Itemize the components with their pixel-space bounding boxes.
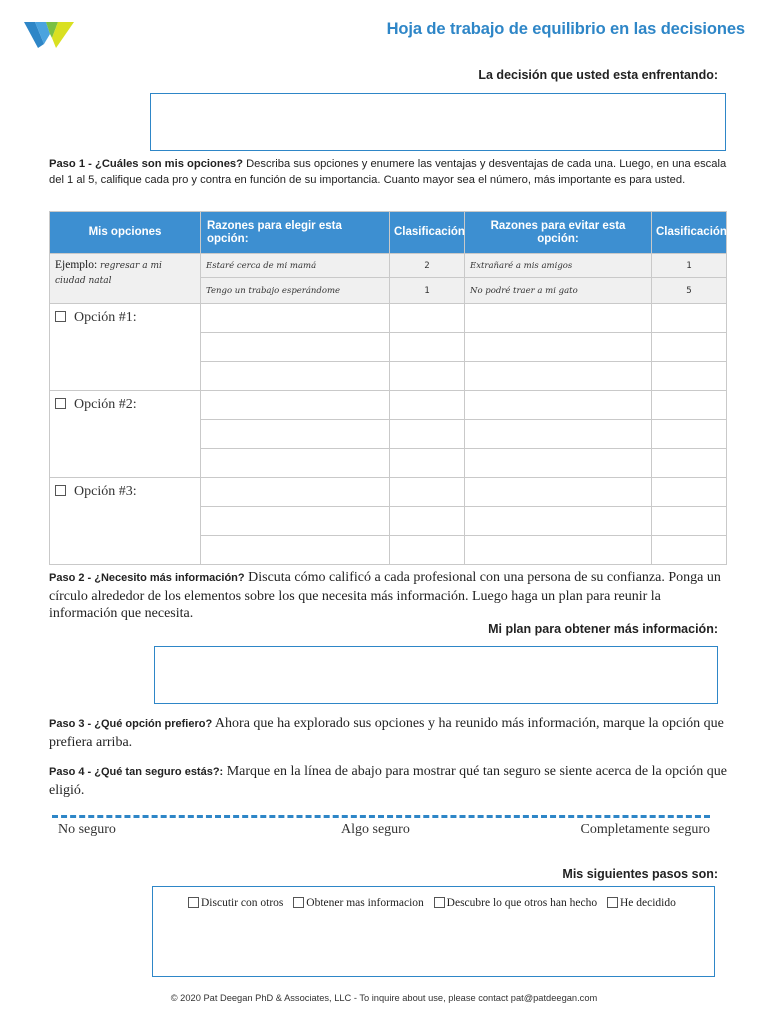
step1-heading: Paso 1 - ¿Cuáles son mis opciones? <box>49 158 243 170</box>
option-2-label: Opción #2: <box>74 397 137 412</box>
reason-against-cell[interactable] <box>465 304 652 333</box>
scale-label-not-sure: No seguro <box>58 822 116 837</box>
rating-against-cell[interactable] <box>652 507 727 536</box>
next-step-label: Obtener mas informacion <box>306 897 424 909</box>
discover-others-checkbox[interactable] <box>434 897 445 908</box>
rating-for-cell[interactable] <box>390 536 465 565</box>
reason-against-cell[interactable] <box>465 420 652 449</box>
example-rating-against: 1 <box>652 254 727 278</box>
option-1-row <box>50 304 727 333</box>
step2-body: Discuta cómo calificó a cada profesional con una persona de su confianza. Ponga un círculo alrededor de los elementos sobre los que necesita más información. Luego haga un plan para reunir la información que necesita. <box>49 570 721 621</box>
reason-for-cell[interactable] <box>201 362 390 391</box>
rating-for-cell[interactable] <box>390 449 465 478</box>
step4-instructions <box>49 763 729 799</box>
option-3-cell[interactable] <box>50 478 201 565</box>
option-2-checkbox[interactable] <box>55 398 66 409</box>
plan-label: Mi plan para obtener más información: <box>488 622 718 636</box>
rating-for-cell[interactable] <box>390 478 465 507</box>
reason-against-cell[interactable] <box>465 391 652 420</box>
example-row <box>50 254 727 278</box>
reason-against-cell[interactable] <box>465 362 652 391</box>
next-step-option[interactable] <box>293 897 424 909</box>
step2-heading: Paso 2 - ¿Necesito más información? <box>49 572 245 584</box>
example-rating-for: 2 <box>390 254 465 278</box>
rating-for-cell[interactable] <box>390 391 465 420</box>
example-reason-for: Tengo un trabajo esperándome <box>201 278 390 304</box>
step2-instructions <box>49 569 729 623</box>
example-rating-against: 5 <box>652 278 727 304</box>
header-my-options: Mis opciones <box>50 212 201 254</box>
rating-for-cell[interactable] <box>390 333 465 362</box>
reason-against-cell[interactable] <box>465 478 652 507</box>
scale-label-completely-sure: Completamente seguro <box>580 822 710 837</box>
header-rating-against: Clasificación <box>652 212 727 254</box>
certainty-scale-line[interactable] <box>52 815 710 818</box>
step4-body: Marque en la línea de abajo para mostrar qué tan seguro se siente acerca de la opción que eligió. <box>49 764 727 798</box>
decided-checkbox[interactable] <box>607 897 618 908</box>
rating-against-cell[interactable] <box>652 420 727 449</box>
reason-for-cell[interactable] <box>201 304 390 333</box>
rating-for-cell[interactable] <box>390 304 465 333</box>
rating-against-cell[interactable] <box>652 536 727 565</box>
plan-input[interactable] <box>154 646 718 704</box>
rating-against-cell[interactable] <box>652 362 727 391</box>
reason-for-cell[interactable] <box>201 391 390 420</box>
reason-against-cell[interactable] <box>465 536 652 565</box>
footer-copyright: © 2020 Pat Deegan PhD & Associates, LLC - To inquire about use, please contact pat@patdeegan.com <box>170 993 598 1003</box>
rating-for-cell[interactable] <box>390 507 465 536</box>
example-option-cell <box>50 254 201 304</box>
rating-against-cell[interactable] <box>652 391 727 420</box>
step3-heading: Paso 3 - ¿Qué opción prefiero? <box>49 718 213 730</box>
example-reason-against: No podré traer a mi gato <box>465 278 652 304</box>
reason-for-cell[interactable] <box>201 507 390 536</box>
example-option-text: regresar a mi ciudad natal <box>55 261 162 286</box>
header-rating-for: Clasificación <box>390 212 465 254</box>
header-reasons-against: Razones para evitar esta opción: <box>465 212 652 254</box>
next-step-option[interactable] <box>607 897 676 909</box>
reason-for-cell[interactable] <box>201 420 390 449</box>
example-reason-against: Extrañaré a mis amigos <box>465 254 652 278</box>
next-step-option[interactable] <box>434 897 597 909</box>
table-header-row <box>50 212 727 254</box>
next-steps-options <box>188 897 683 909</box>
discuss-checkbox[interactable] <box>188 897 199 908</box>
example-label: Ejemplo: <box>55 259 98 271</box>
step1-body: Describa sus opciones y enumere las ventajas y desventajas de cada una. Luego, en una escala del 1 al 5, califique cada pro y contra en función de su importancia. Cuanto mayor sea el número, más importante es para usted. <box>49 158 727 186</box>
option-3-label: Opción #3: <box>74 484 137 499</box>
rating-for-cell[interactable] <box>390 362 465 391</box>
more-info-checkbox[interactable] <box>293 897 304 908</box>
decision-label: La decisión que usted esta enfrentando: <box>478 68 718 82</box>
reason-for-cell[interactable] <box>201 449 390 478</box>
option-1-cell[interactable] <box>50 304 201 391</box>
decision-input[interactable] <box>150 93 726 151</box>
step3-body: Ahora que ha explorado sus opciones y ha reunido más información, marque la opción que prefiera arriba. <box>49 716 724 750</box>
next-steps-label: Mis siguientes pasos son: <box>562 867 718 881</box>
reason-for-cell[interactable] <box>201 536 390 565</box>
rating-against-cell[interactable] <box>652 333 727 362</box>
rating-against-cell[interactable] <box>652 449 727 478</box>
example-rating-for: 1 <box>390 278 465 304</box>
page-title: Hoja de trabajo de equilibrio en las decisiones <box>386 20 745 38</box>
rating-against-cell[interactable] <box>652 478 727 507</box>
option-2-cell[interactable] <box>50 391 201 478</box>
step1-instructions <box>49 157 729 188</box>
next-step-label: Descubre lo que otros han hecho <box>446 897 598 909</box>
option-3-row <box>50 478 727 507</box>
header-reasons-for: Razones para elegir esta opción: <box>201 212 390 254</box>
reason-for-cell[interactable] <box>201 333 390 362</box>
reason-for-cell[interactable] <box>201 478 390 507</box>
w-chevron-logo-icon <box>24 18 76 50</box>
reason-against-cell[interactable] <box>465 507 652 536</box>
rating-for-cell[interactable] <box>390 420 465 449</box>
option-1-label: Opción #1: <box>74 310 137 325</box>
option-2-row <box>50 391 727 420</box>
next-steps-box <box>152 886 715 977</box>
next-step-label: He decidido <box>619 897 676 909</box>
example-reason-for: Estaré cerca de mi mamá <box>201 254 390 278</box>
option-3-checkbox[interactable] <box>55 485 66 496</box>
step3-instructions <box>49 715 729 751</box>
reason-against-cell[interactable] <box>465 333 652 362</box>
scale-label-somewhat-sure: Algo seguro <box>341 822 410 837</box>
step4-heading: Paso 4 - ¿Qué tan seguro estás?: <box>49 766 224 778</box>
next-step-label: Discutir con otros <box>201 897 284 909</box>
reason-against-cell[interactable] <box>465 449 652 478</box>
option-1-checkbox[interactable] <box>55 311 66 322</box>
options-table <box>49 211 727 565</box>
next-step-option[interactable] <box>188 897 283 909</box>
rating-against-cell[interactable] <box>652 304 727 333</box>
